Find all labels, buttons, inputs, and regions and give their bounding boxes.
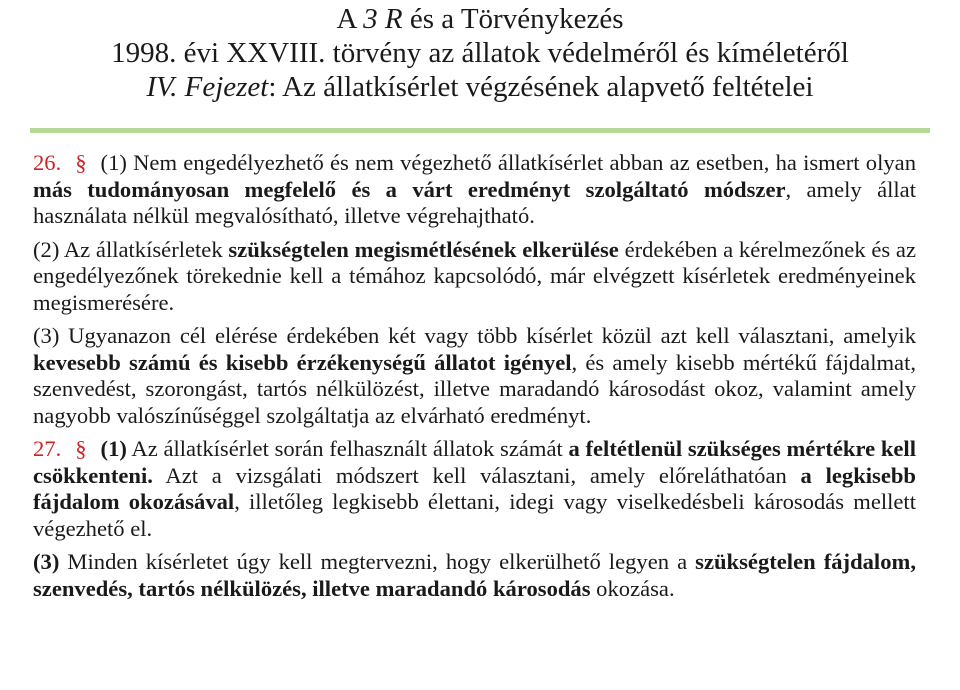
document-body [33, 150, 916, 602]
section-26-paragraph-3: (3) Ugyanazon cél elérése érdekében két vagy több kísérlet közül azt kell választani, amelyik kevesebb számú és kisebb érzékenységű állatot igényel, és amely kisebb mértékű fájdalmat, szenvedést, szorongást, tartós nélkülözést, illetve maradandó károsodást okoz, valamint amely nagyobb valószínűséggel szolgáltatja az elvárható eredményt. [33, 323, 916, 428]
section-27-paragraph-1: 27. § (1) Az állatkísérlet során felhasznált állatok számát a feltétlenül szükséges mértékre kell csökkenteni. Azt a vizsgálati módszert kell választani, amely előreláthatóan a legkisebb fájdalom okozásával, illetőleg legkisebb élettani, idegi vagy viselkedésbeli károsodás mellett végezhető el. [33, 436, 916, 541]
section-sign-icon: § [75, 150, 87, 175]
title-divider [30, 128, 930, 133]
section-26-paragraph-1: 26. § (1) Nem engedélyezhető és nem végezhető állatkísérlet abban az esetben, ha ismert olyan más tudományosan megfelelő és a várt eredményt szolgáltató módszer, amely állat használata nélkül megvalósítható, illetve végrehajtható. [33, 150, 916, 228]
section-27-paragraph-3: (3) Minden kísérletet úgy kell megtervezni, hogy elkerülhető legyen a szükségtelen fájdalom, szenvedés, tartós nélkülözés, illetve maradandó károsodás okozása. [33, 549, 916, 601]
section-26-paragraph-2: (2) Az állatkísérletek szükségtelen megismétlésének elkerülése érdekében a kérelmezőnek és az engedélyezőnek törekednie kell a témához kapcsolódó, már elvégzett kísérletek eredményeinek megismerésére. [33, 236, 916, 315]
chapter-title: IV. Fejezet: Az állatkísérlet végzésének alapvető feltételei [146, 71, 814, 103]
section-26-number: 26. [33, 150, 62, 175]
title-block [0, 2, 960, 104]
section-27-number: 27. [33, 436, 62, 461]
section-sign-icon: § [75, 436, 87, 461]
law-title: 1998. évi XXVIII. törvény az állatok védelméről és kíméletéről [111, 37, 849, 69]
page-title: A 3 R és a Törvénykezés [336, 3, 624, 35]
